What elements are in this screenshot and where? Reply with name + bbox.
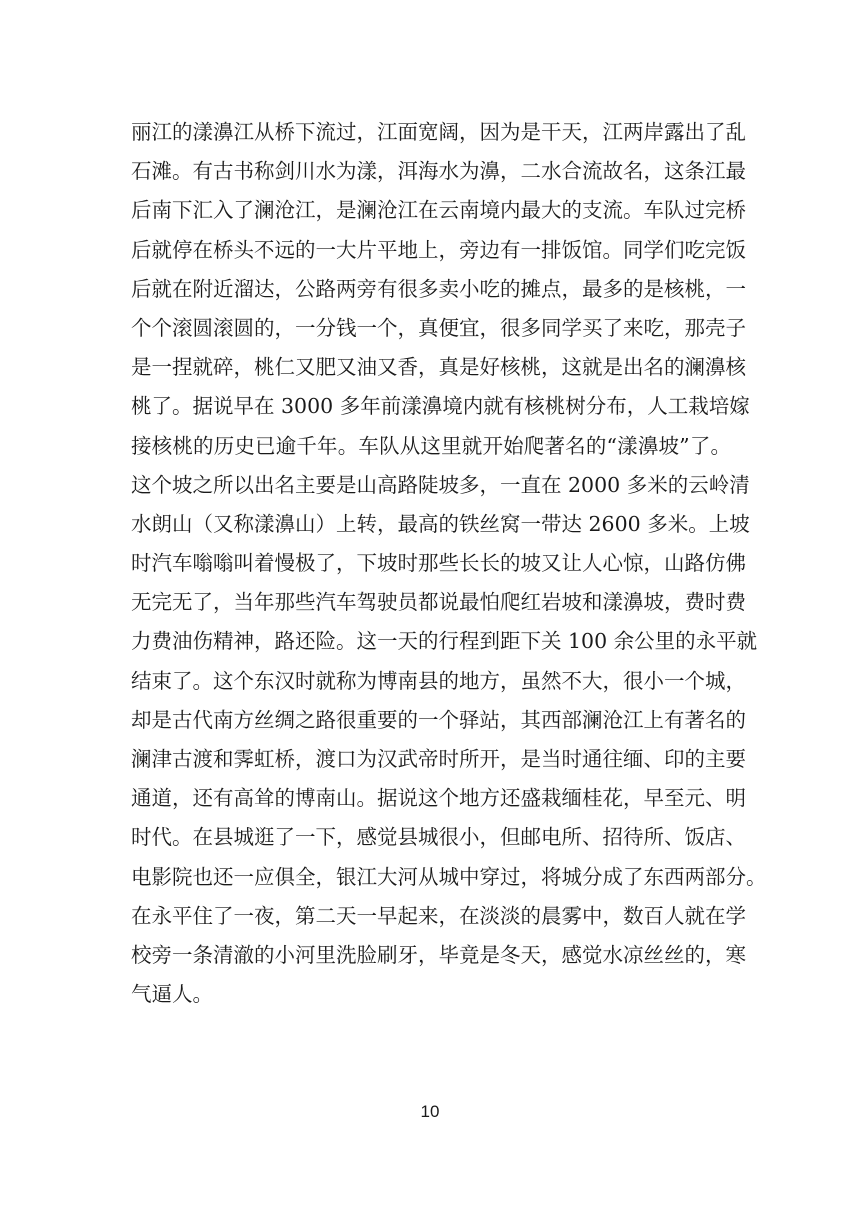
- text-line: 后就停在桥头不远的一大片平地上，旁边有一排饭馆。同学们吃完饭: [131, 237, 746, 262]
- text-line: 力费油伤精神，路还险。这一天的行程到距下关 100 余公里的永平就: [131, 629, 758, 654]
- text-line: 无完无了，当年那些汽车驾驶员都说最怕爬红岩坡和漾濞坡，费时费: [131, 590, 746, 615]
- text-line: 通道，还有高耸的博南山。据说这个地方还盛栽缅桂花，早至元、明: [131, 786, 746, 811]
- text-line: 水朗山（又称漾濞山）上转，最高的铁丝窝一带达 2600 多米。上坡: [131, 511, 750, 536]
- text-line: 后南下汇入了澜沧江，是澜沧江在云南境内最大的支流。车队过完桥: [131, 198, 746, 223]
- text-line: 是一捏就碎，桃仁又肥又油又香，真是好核桃，这就是出名的澜濞核: [131, 355, 746, 380]
- page-number: 10: [420, 1102, 440, 1121]
- body-paragraph: [131, 113, 767, 1014]
- text-line: 气逼人。: [131, 982, 213, 1007]
- text-line: 时汽车嗡嗡叫着慢极了，下坡时那些长长的坡又让人心惊，山路仿佛: [131, 551, 746, 576]
- text-line: 这个坡之所以出名主要是山高路陡坡多，一直在 2000 多米的云岭清: [131, 472, 750, 497]
- text-line: 在永平住了一夜，第二天一早起来，在淡淡的晨雾中，数百人就在学: [131, 903, 746, 928]
- text-line: 个个滚圆滚圆的，一分钱一个，真便宜，很多同学买了来吃，那壳子: [131, 315, 746, 340]
- text-line: 结束了。这个东汉时就称为博南县的地方，虽然不大，很小一个城，: [131, 668, 746, 693]
- text-line: 时代。在县城逛了一下，感觉县城很小，但邮电所、招待所、饭店、: [131, 825, 746, 850]
- text-line: 丽江的漾濞江从桥下流过，江面宽阔，因为是干天，江两岸露出了乱: [131, 120, 746, 144]
- text-line: 澜津古渡和霁虹桥，渡口为汉武帝时所开，是当时通往缅、印的主要: [131, 747, 746, 771]
- text-line: 后就在附近溜达，公路两旁有很多卖小吃的摊点，最多的是核桃，一: [131, 276, 746, 301]
- text-line: 接核桃的历史已逾千年。车队从这里就开始爬著名的“漾濞坡”了。: [131, 433, 731, 458]
- text-line: 却是古代南方丝绸之路很重要的一个驿站，其西部澜沧江上有著名的: [131, 707, 746, 732]
- text-line: 桃了。据说早在 3000 多年前漾濞境内就有核桃树分布，人工栽培嫁: [131, 394, 750, 419]
- text-line: 石滩。有古书称剑川水为漾，洱海水为濞，二水合流故名，这条江最: [131, 159, 746, 184]
- text-line: 校旁一条清澈的小河里洗脸刷牙，毕竟是冬天，感觉水凉丝丝的，寒: [131, 942, 746, 967]
- text-line: 电影院也还一应俱全，银江大河从城中穿过，将城分成了东西两部分。: [131, 864, 767, 889]
